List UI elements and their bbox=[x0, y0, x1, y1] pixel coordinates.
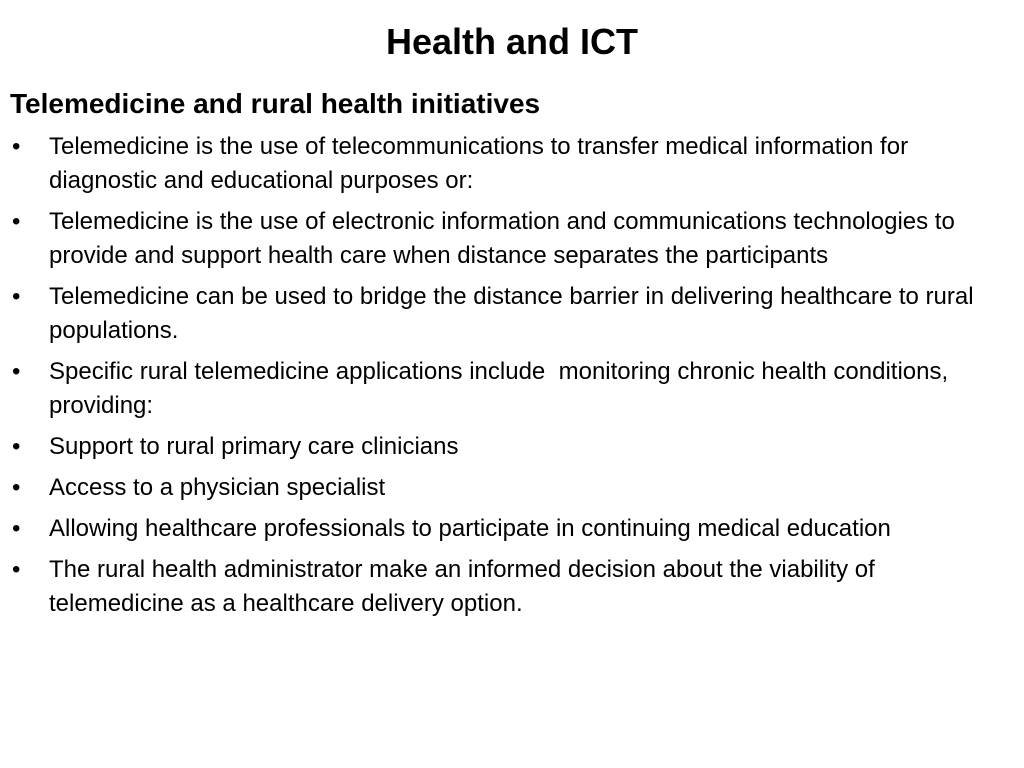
bullet-icon: • bbox=[12, 133, 21, 160]
bullet-item bbox=[12, 130, 1012, 198]
bullet-text: Telemedicine is the use of telecommunications to transfer medical information for diagnostic and educational purposes or: bbox=[49, 133, 909, 194]
bullet-text: Specific rural telemedicine applications include monitoring chronic health conditions, providing: bbox=[49, 358, 955, 419]
bullet-icon: • bbox=[12, 208, 21, 235]
bullet-list bbox=[12, 130, 1012, 628]
bullet-item bbox=[12, 430, 1012, 464]
bullet-icon: • bbox=[12, 358, 21, 385]
bullet-item bbox=[12, 205, 1012, 273]
bullet-text: Support to rural primary care clinicians bbox=[49, 433, 459, 460]
bullet-text: Telemedicine can be used to bridge the distance barrier in delivering healthcare to rural populations. bbox=[49, 283, 974, 344]
bullet-item bbox=[12, 512, 1012, 546]
slide-subtitle: Telemedicine and rural health initiatives bbox=[10, 88, 541, 119]
bullet-item bbox=[12, 553, 1012, 621]
bullet-item bbox=[12, 471, 1012, 505]
bullet-item bbox=[12, 355, 1012, 423]
bullet-text: Allowing healthcare professionals to participate in continuing medical education bbox=[49, 515, 891, 542]
bullet-icon: • bbox=[12, 283, 21, 310]
bullet-text: Access to a physician specialist bbox=[49, 474, 386, 501]
bullet-icon: • bbox=[12, 556, 21, 583]
bullet-text: The rural health administrator make an informed decision about the viability of telemedicine as a healthcare delivery option. bbox=[49, 556, 875, 617]
bullet-item bbox=[12, 280, 1012, 348]
bullet-icon: • bbox=[12, 433, 21, 460]
bullet-icon: • bbox=[12, 515, 21, 542]
bullet-text: Telemedicine is the use of electronic information and communications technologies to provide and support health care when distance separates the participants bbox=[49, 208, 955, 269]
slide-title: Health and ICT bbox=[385, 21, 639, 62]
bullet-icon: • bbox=[12, 474, 21, 501]
